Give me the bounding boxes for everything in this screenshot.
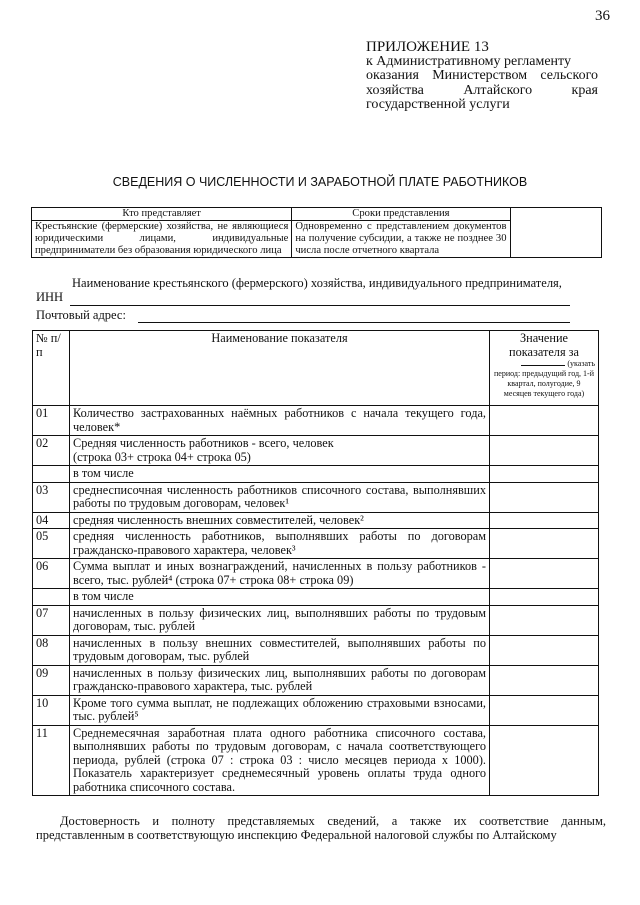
- row-number: 06: [33, 559, 70, 589]
- row-number: [33, 466, 70, 483]
- row-value-cell[interactable]: [490, 589, 599, 606]
- table-row: [33, 529, 599, 559]
- row-indicator-text: начисленных в пользу физических лиц, выполнявших работы по договорам гражданско-правового характера, тыс. рублей: [73, 665, 486, 693]
- row-value-cell[interactable]: [490, 436, 599, 466]
- row-number: 07: [33, 605, 70, 635]
- row-indicator-text: Количество застрахованных наёмных работников с начала текущего года, человек*: [73, 406, 486, 434]
- row-value-cell[interactable]: [490, 725, 599, 796]
- table-row: [33, 665, 599, 695]
- header-value-note1: (указать: [493, 359, 595, 369]
- row-value-cell[interactable]: [490, 559, 599, 589]
- appendix-line-4: государственной услуги: [366, 97, 510, 112]
- row-number: 02: [33, 436, 70, 466]
- deadline-header: Сроки представления: [292, 208, 510, 221]
- inn-field[interactable]: [70, 305, 570, 306]
- page-number: 36: [595, 8, 610, 24]
- table-row: [33, 589, 599, 606]
- row-value-cell[interactable]: [490, 406, 599, 436]
- row-number: [33, 589, 70, 606]
- row-indicator: [70, 589, 490, 606]
- table-row: [33, 605, 599, 635]
- appendix-title: ПРИЛОЖЕНИЕ 13: [366, 39, 489, 55]
- header-value-note2: период: предыдущий год, 1-й квартал, полугодие, 9 месяцев текущего года): [493, 369, 594, 398]
- inn-label: ИНН: [36, 290, 64, 304]
- row-number: 04: [33, 512, 70, 529]
- row-indicator: [70, 466, 490, 483]
- who-submits-header: Кто представляет: [32, 208, 292, 221]
- row-value-cell[interactable]: [490, 482, 599, 512]
- footer-paragraph: [36, 814, 606, 842]
- blank-cell: [510, 208, 602, 258]
- row-indicator-text: начисленных в пользу физических лиц, выполнявших работы по трудовым договорам, тыс. рублей: [73, 605, 486, 633]
- table-row: [33, 695, 599, 725]
- row-number: 10: [33, 695, 70, 725]
- row-indicator-text: средняя численность внешних совместителей, человек²: [73, 512, 364, 527]
- header-value: [490, 331, 599, 406]
- appendix-line-2: оказания Министерством сельского: [366, 68, 598, 83]
- row-indicator-text: среднесписочная численность работников списочного состава, выполнявших работы по трудовым договорам, человек¹: [73, 482, 486, 510]
- row-number: 09: [33, 665, 70, 695]
- row-indicator: [70, 436, 490, 466]
- row-indicator: [70, 725, 490, 796]
- deadline-text: Одновременно с представлением документов на получение субсидии, а также не позднее 30 числа после отчетного квартала: [292, 221, 510, 258]
- table-row: [33, 482, 599, 512]
- row-number: 11: [33, 725, 70, 796]
- submission-table: [31, 207, 602, 258]
- row-indicator-text: начисленных в пользу внешних совместителей, выполнявших работы по трудовым договорам, тыс. рублей: [73, 635, 486, 663]
- row-value-cell[interactable]: [490, 635, 599, 665]
- name-label: Наименование крестьянского (фермерского) хозяйства, индивидуального предпринимателя,: [72, 276, 562, 290]
- form-title: СВЕДЕНИЯ О ЧИСЛЕННОСТИ И ЗАРАБОТНОЙ ПЛАТЕ РАБОТНИКОВ: [112, 175, 528, 189]
- appendix-line-1: к Административному регламенту: [366, 53, 571, 69]
- row-value-cell[interactable]: [490, 605, 599, 635]
- row-value-cell[interactable]: [490, 466, 599, 483]
- row-indicator-text: в том числе: [73, 589, 134, 603]
- row-indicator: [70, 406, 490, 436]
- appendix-line-3: хозяйства Алтайского края: [366, 82, 598, 98]
- address-field[interactable]: [138, 322, 570, 323]
- row-value-cell[interactable]: [490, 695, 599, 725]
- table-row: [33, 635, 599, 665]
- indicators-table: [32, 330, 599, 796]
- row-indicator-text: Среднемесячная заработная плата одного работника списочного состава, выполнявших работы по трудовым договорам, с начала соответствующего периода, рублей (строка 07 : строка 03 : число месяцев периода х 1000). Показатель характеризует среднемесячный уровень оплаты труда одного работника списочного состава.: [73, 725, 486, 794]
- table-row: [33, 406, 599, 436]
- row-indicator-text: Кроме того сумма выплат, не подлежащих обложению страховыми взносами, тыс. рублей⁵: [73, 695, 486, 723]
- table-row: [33, 559, 599, 589]
- row-indicator: [70, 695, 490, 725]
- row-indicator: [70, 529, 490, 559]
- row-indicator: [70, 559, 490, 589]
- row-number: 05: [33, 529, 70, 559]
- appendix-block: [366, 40, 598, 113]
- row-indicator: [70, 482, 490, 512]
- header-value-title: Значение показателя за: [509, 331, 579, 359]
- row-indicator-formula: (строка 03+ строка 04+ строка 05): [73, 449, 251, 464]
- table-row: [33, 725, 599, 796]
- row-number: 01: [33, 406, 70, 436]
- address-label: Почтовый адрес:: [36, 308, 126, 322]
- row-indicator: [70, 605, 490, 635]
- row-indicator: [70, 635, 490, 665]
- row-value-cell[interactable]: [490, 665, 599, 695]
- row-indicator-text: средняя численность работников, выполнявших работы по договорам гражданско-правового характера, человек³: [73, 529, 486, 557]
- header-num: № п/п: [33, 331, 70, 406]
- row-number: 03: [33, 482, 70, 512]
- table-row: [33, 466, 599, 483]
- header-row: [33, 331, 599, 406]
- row-number: 08: [33, 635, 70, 665]
- footer-text: Достоверность и полноту представляемых сведений, а также их соответствие данным, представленным в соответствующую инспекцию Федеральной налоговой службы по Алтайскому: [36, 814, 606, 842]
- row-indicator-text: Сумма выплат и иных вознаграждений, начисленных в пользу работников - всего, тыс. рублей⁴ (строка 07+ строка 08+ строка 09): [73, 559, 486, 587]
- table-row: [33, 512, 599, 529]
- row-value-cell[interactable]: [490, 512, 599, 529]
- row-indicator-text: в том числе: [73, 466, 134, 480]
- row-indicator-text: Средняя численность работников - всего, человек: [73, 436, 334, 450]
- row-indicator: [70, 665, 490, 695]
- table-row: [33, 436, 599, 466]
- who-submits-text: Крестьянские (фермерские) хозяйства, не являющиеся юридическими лицами, индивидуальные предприниматели без образования юридического лица: [32, 221, 292, 258]
- row-value-cell[interactable]: [490, 529, 599, 559]
- row-indicator: [70, 512, 490, 529]
- header-name: Наименование показателя: [70, 331, 490, 406]
